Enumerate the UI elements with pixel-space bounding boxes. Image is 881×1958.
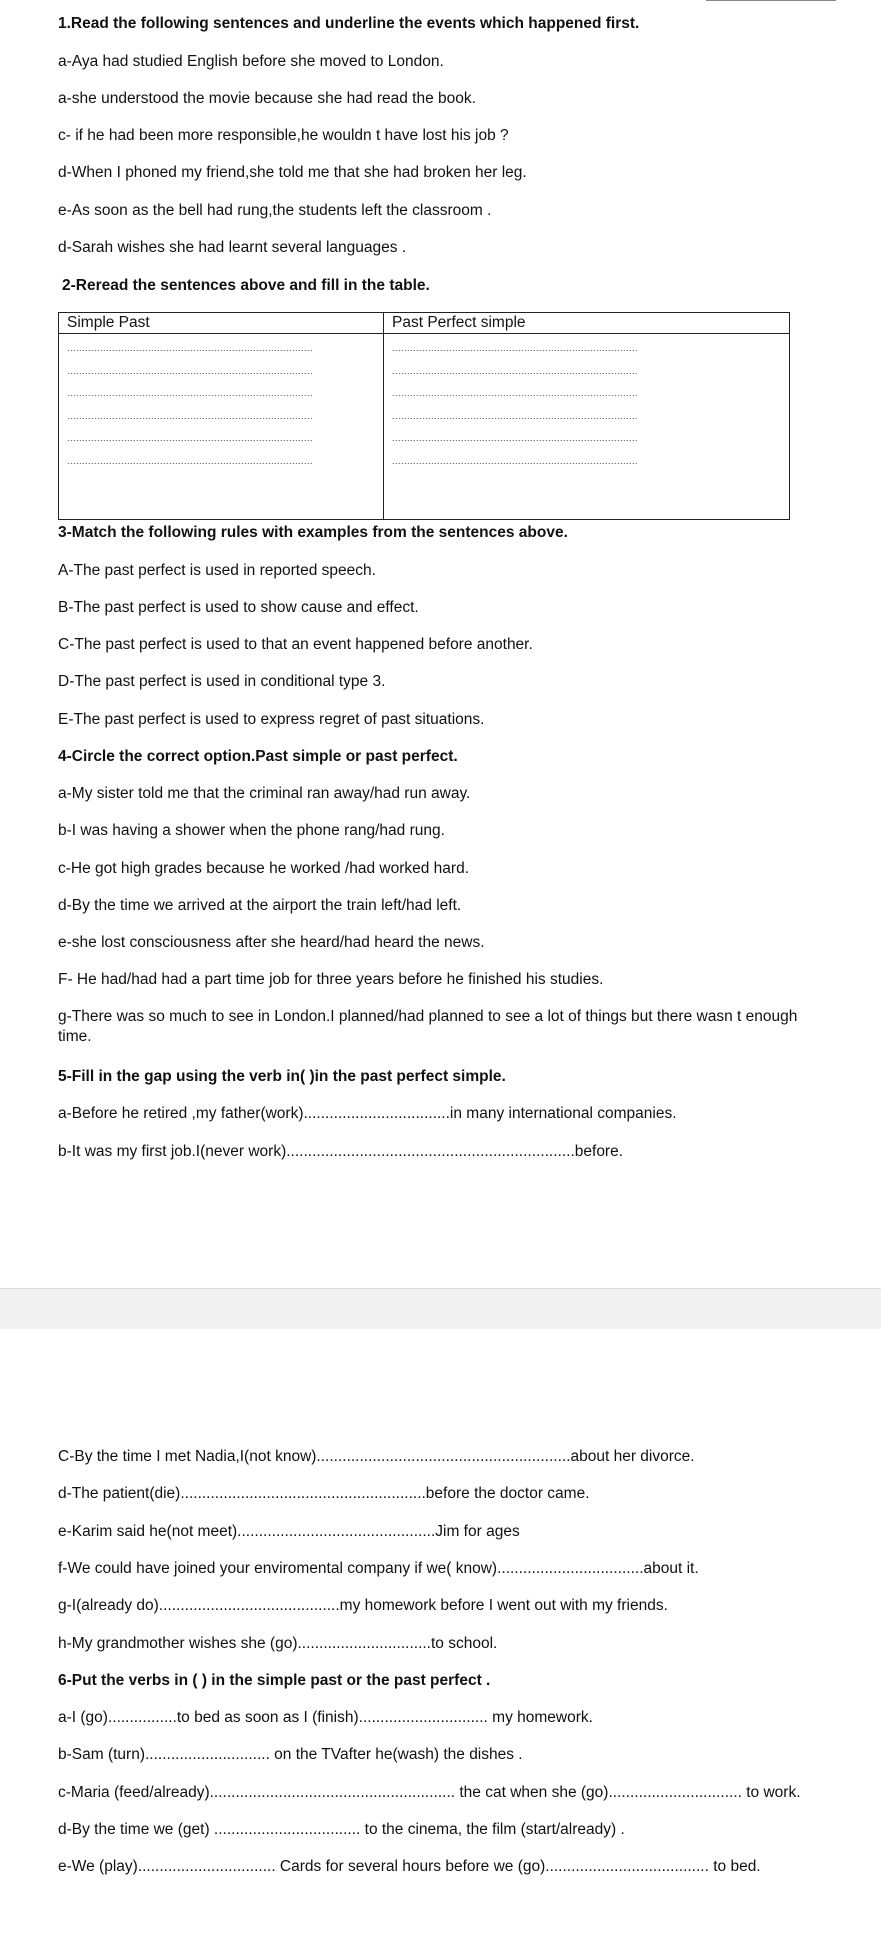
section2-title: 2-Reread the sentences above and fill in the table.	[62, 277, 430, 294]
section3-item: C-The past perfect is used to that an event happened before another.	[58, 636, 533, 653]
past-perfect-column[interactable]	[384, 334, 790, 520]
section1-item: a-Aya had studied English before she moved to London.	[58, 53, 444, 70]
table-header-simple-past: Simple Past	[59, 313, 384, 334]
page-break	[0, 1288, 881, 1329]
top-rule	[706, 0, 836, 1]
section4-item: a-My sister told me that the criminal ran away/had run away.	[58, 785, 471, 802]
section4-item: b-I was having a shower when the phone rang/had rung.	[58, 822, 445, 839]
answer-line[interactable]: ..................................................................................	[67, 455, 314, 466]
section5-item: b-It was my first job.I(never work)...................................................................before.	[58, 1143, 624, 1160]
answer-line[interactable]: ..................................................................................	[67, 388, 314, 398]
section6-item: a-I (go)................to bed as soon as I (finish).............................. my homework.	[58, 1709, 593, 1726]
section1-item: d-When I phoned my friend,she told me that she had broken her leg.	[58, 164, 527, 181]
section5-item: C-By the time I met Nadia,I(not know)...........................................................about her divorce.	[58, 1448, 695, 1465]
section5-title: 5-Fill in the gap using the verb in( )in the past perfect simple.	[58, 1068, 506, 1085]
section4-item: g-There was so much to see in London.I planned/had planned to see a lot of things but there wasn t enough time.	[58, 1008, 798, 1045]
section1-item: d-Sarah wishes she had learnt several languages .	[58, 239, 407, 256]
answer-line[interactable]: ..................................................................................	[392, 433, 639, 443]
section5-item: f-We could have joined your enviromental company if we( know)..................................about it.	[58, 1560, 699, 1577]
section6-item: d-By the time we (get) .................................. to the cinema, the film (start/already) .	[58, 1821, 625, 1838]
section5-item: e-Karim said he(not meet)..............................................Jim for ages	[58, 1523, 520, 1540]
section5-item: d-The patient(die).........................................................before the doctor came.	[58, 1485, 590, 1502]
section1-title: 1.Read the following sentences and underline the events which happened first.	[58, 15, 640, 32]
answer-line[interactable]: ..................................................................................	[67, 343, 314, 353]
answer-line[interactable]: ..................................................................................	[67, 433, 314, 443]
section3-item: B-The past perfect is used to show cause and effect.	[58, 599, 419, 616]
section3-item: E-The past perfect is used to express regret of past situations.	[58, 711, 485, 728]
section1-item: c- if he had been more responsible,he wouldn t have lost his job ?	[58, 127, 509, 144]
simple-past-column[interactable]	[59, 334, 384, 520]
answer-line[interactable]: ..................................................................................	[67, 365, 314, 376]
section1-item: e-As soon as the bell had rung,the students left the classroom .	[58, 202, 492, 219]
fill-in-table	[58, 312, 790, 520]
section6-item: e-We (play)................................ Cards for several hours before we (go)...................................... to bed.	[58, 1858, 761, 1875]
section3-item: D-The past perfect is used in conditional type 3.	[58, 673, 386, 690]
section3-title: 3-Match the following rules with examples from the sentences above.	[58, 524, 568, 541]
answer-line[interactable]: ..................................................................................	[392, 410, 639, 421]
answer-line[interactable]: ..................................................................................	[67, 410, 314, 421]
answer-line[interactable]: ..................................................................................	[392, 455, 639, 466]
section6-title: 6-Put the verbs in ( ) in the simple past or the past perfect .	[58, 1672, 491, 1689]
section4-item: d-By the time we arrived at the airport the train left/had left.	[58, 897, 462, 914]
section4-item: c-He got high grades because he worked /had worked hard.	[58, 860, 469, 877]
answer-line[interactable]: ..................................................................................	[392, 343, 639, 353]
section6-item: b-Sam (turn)............................. on the TVafter he(wash) the dishes .	[58, 1746, 523, 1763]
section4-title: 4-Circle the correct option.Past simple or past perfect.	[58, 748, 458, 765]
table-header-past-perfect: Past Perfect simple	[384, 313, 790, 334]
answer-line[interactable]: ..................................................................................	[392, 388, 639, 398]
section5-item: g-I(already do)..........................................my homework before I went out with my friends.	[58, 1597, 668, 1614]
section6-item: c-Maria (feed/already)......................................................... the cat when she (go)............................... to work.	[58, 1784, 801, 1801]
section4-item: e-she lost consciousness after she heard/had heard the news.	[58, 934, 485, 951]
answer-line[interactable]: ..................................................................................	[392, 365, 639, 376]
section1-item: a-she understood the movie because she had read the book.	[58, 90, 476, 107]
section3-item: A-The past perfect is used in reported speech.	[58, 562, 376, 579]
section4-item: F- He had/had had a part time job for three years before he finished his studies.	[58, 971, 604, 988]
section5-item: a-Before he retired ,my father(work)..................................in many international companies.	[58, 1105, 677, 1122]
section5-item: h-My grandmother wishes she (go)...............................to school.	[58, 1635, 498, 1652]
